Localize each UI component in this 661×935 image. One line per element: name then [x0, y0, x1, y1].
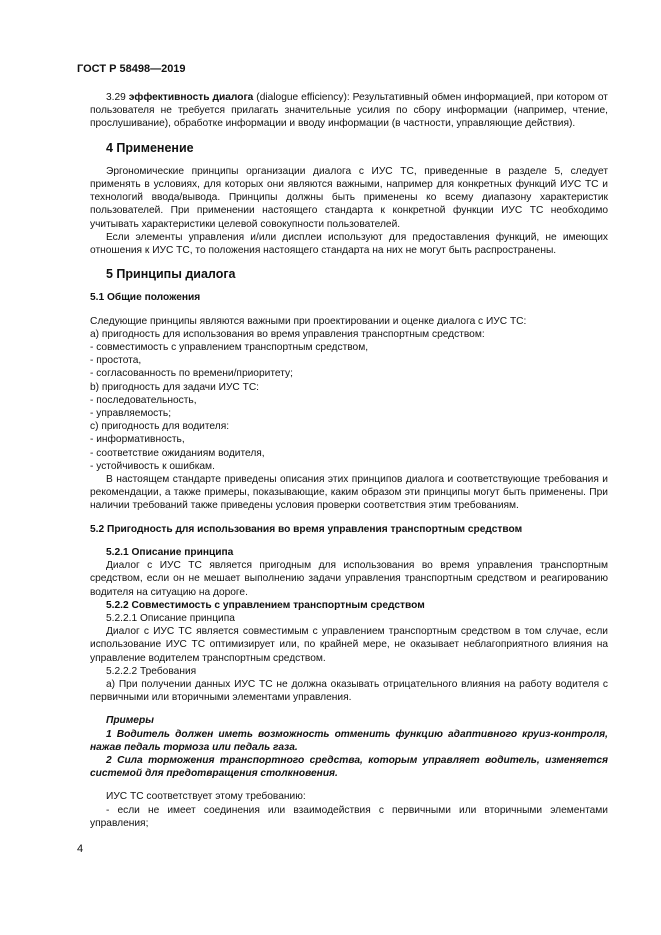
section-5-2-2-2-title: 5.2.2.2 Требования [106, 665, 197, 677]
section-5-2-2-1-title: 5.2.2.1 Описание принципа [106, 612, 235, 624]
section-5-2-2-title: 5.2.2 Совместимость с управлением транспортным средством [106, 599, 425, 611]
definition-number: 3.29 [106, 92, 129, 103]
list-item: с) пригодность для водителя: [90, 421, 230, 433]
standard-header: ГОСТ Р 58498—2019 [77, 63, 186, 75]
section-5-title: 5 Принципы диалога [106, 267, 236, 282]
section-5-1-intro: Следующие принципы являются важными при проектировании и оценке диалога с ИУС ТС: [90, 315, 527, 327]
section-4-title: 4 Применение [106, 140, 194, 155]
list-item: - согласованность по времени/приоритету; [90, 368, 293, 380]
list-item: - простота, [90, 355, 142, 367]
list-item: а) пригодность для использования во время управления транспортным средством: [90, 328, 485, 340]
section-5-1-title: 5.1 Общие положения [90, 292, 201, 304]
definition-text: (dialogue efficiency): Результативный обмен информацией, при котором от пользователя не требуется прилагать значительные усилия по сбору информации (например, чтение, прослушивание), обработке информации и вводу информации (в частности, управляющие действия). [90, 92, 608, 130]
examples-title: Примеры [106, 715, 154, 727]
list-item: - совместимость с управлением транспортным средством, [90, 342, 369, 354]
section-5-2-1-title: 5.2.1 Описание принципа [106, 546, 234, 558]
compliance-item: - если не имеет соединения или взаимодействия с первичными или вторичными элементами управления; [90, 804, 608, 829]
section-4-paragraph-2: Если элементы управления и/или дисплеи используют для предоставления функций, не имеющих отношения к ИУС ТС, то положения настоящего стандарта на них не могут быть распространены. [90, 231, 608, 257]
section-5-1-paragraph: В настоящем стандарте приведены описания этих принципов диалога и соответствующие требования и рекомендации, а также примеры, показывающие, каким образом эти принципы могут быть применены. При наличии требований также приведены условия проверки соответствия этим требованиям. [90, 474, 608, 512]
section-5-2-title: 5.2 Пригодность для использования во время управления транспортным средством [90, 523, 523, 535]
list-item: - последовательность, [90, 394, 197, 406]
list-item: - управляемость; [90, 408, 172, 420]
list-item: b) пригодность для задачи ИУС ТС: [90, 381, 260, 393]
list-item: - устойчивость к ошибкам. [90, 460, 215, 472]
compliance-intro: ИУС ТС соответствует этому требованию: [106, 791, 306, 803]
definition-term: эффективность диалога [128, 92, 254, 103]
list-item: - соответствие ожиданиям водителя, [90, 447, 265, 459]
definition-3-29 [90, 91, 608, 131]
page-number: 4 [77, 843, 84, 855]
section-5-2-2-1-text: Диалог с ИУС ТС является совместимым с управлением транспортным средством в том случае, если использование ИУС ТС оптимизирует или, по крайней мере, не оказывает неблагоприятного влияния на управление водителем транспортным средством. [90, 626, 608, 664]
section-4-paragraph-1: Эргономические принципы организации диалога с ИУС ТС, приведенные в разделе 5, следует применять в условиях, для которых они являются важными, например для конкретных функций ИУС ТС и технологий ввода/вывода. Принципы должны быть применены ко всему диапазону характеристик пользователей. При применении настоящего стандарта к конкретной функции ИУС ТС необходимо учитывать характеристики целевой совокупности пользователей. [90, 165, 608, 230]
example-1: 1 Водитель должен иметь возможность отменить функцию адаптивного круиз-контроля, нажав педаль тормоза или педаль газа. [90, 728, 608, 753]
section-5-2-1-text: Диалог с ИУС ТС является пригодным для использования во время управления транспортным средством, если он не мешает выполнению задачи управления транспортным средством и реагированию водителя на ситуацию на дороге. [90, 560, 608, 598]
document-body [90, 91, 608, 830]
section-5-2-2-2-text: а) При получении данных ИУС ТС не должна оказывать отрицательного влияния на работу водителя с первичными или вторичными элементами управления. [90, 678, 608, 704]
list-item: - информативность, [90, 434, 185, 446]
example-2: 2 Сила торможения транспортного средства, которым управляет водитель, изменяется системой для предотвращения столкновения. [90, 754, 608, 780]
